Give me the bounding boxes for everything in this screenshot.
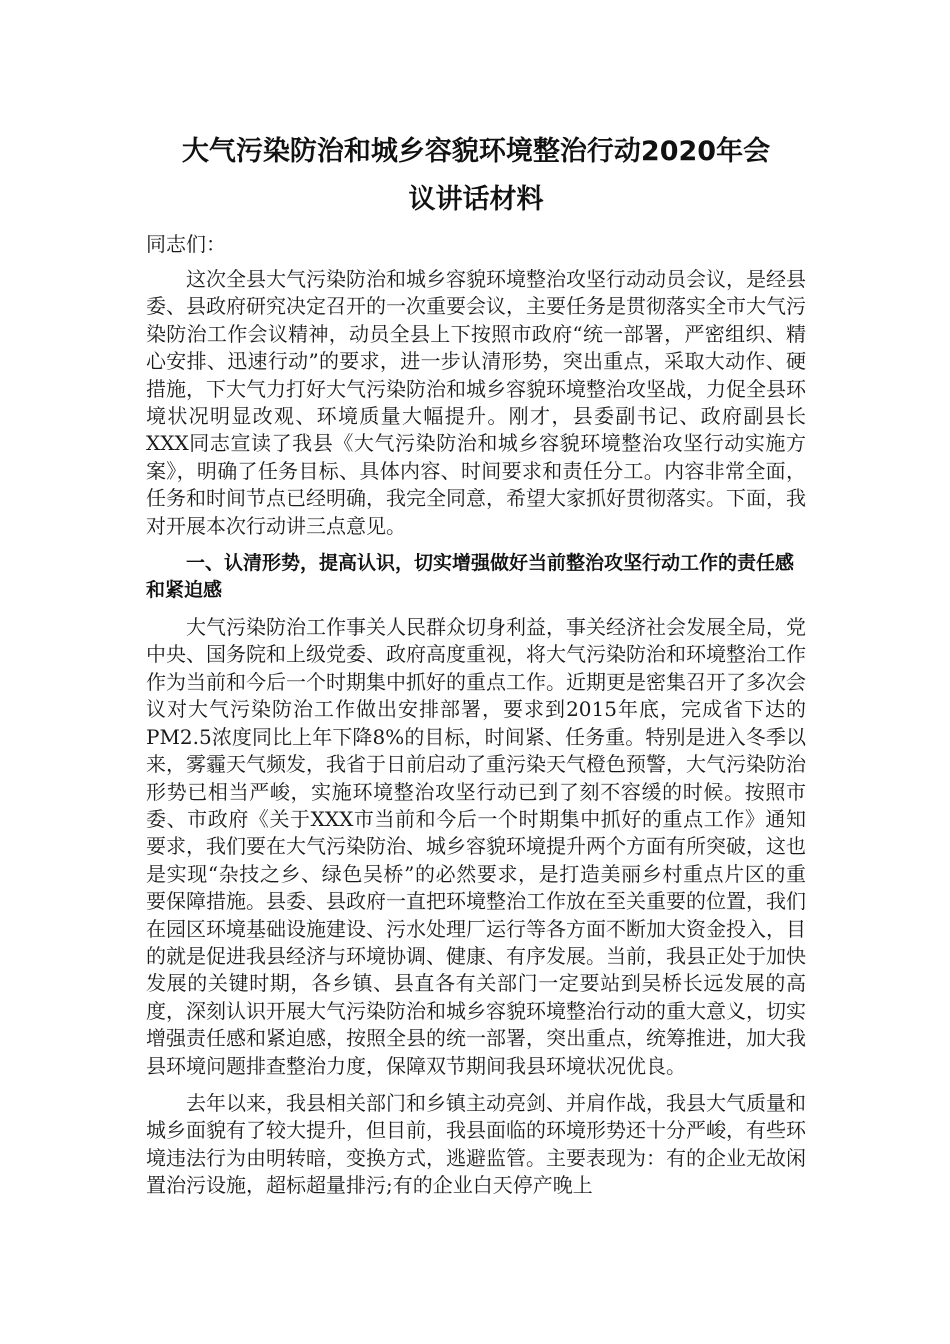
greeting: 同志们： — [146, 232, 226, 256]
title-line-1: 大气污染防治和城乡容貌环境整治行动2020年会 — [181, 136, 771, 167]
section-1-heading: 一、认清形势，提高认识，切实增强做好当前整治攻坚行动工作的责任感和紧迫感 — [146, 552, 795, 602]
title-line-2: 议讲话材料 — [408, 184, 544, 215]
document-title — [146, 128, 806, 224]
section-1-paragraph-2: 去年以来，我县相关部门和乡镇主动亮剑、并肩作战，我县大气质量和城乡面貌有了较大提升，但目前，我县面临的环境形势还十分严峻，有些环境违法行为由明转暗，变换方式，逃避监管。主要表现为：有的企业无故闲置治污设施，超标超量排污;有的企业白天停产晚上 — [146, 1090, 806, 1198]
intro-paragraph: 这次全县大气污染防治和城乡容貌环境整治攻坚行动动员会议，是经县委、县政府研究决定召开的一次重要会议，主要任务是贯彻落实全市大气污染防治工作会议精神，动员全县上下按照市政府“统一部署，严密组织、精心安排、迅速行动”的要求，进一步认清形势，突出重点，采取大动作、硬措施，下大气力打好大气污染防治和城乡容貌环境整治攻坚战，力促全县环境状况明显改观、环境质量大幅提升。刚才，县委副书记、政府副县长XXX同志宣读了我县《大气污染防治和城乡容貌环境整治攻坚行动实施方案》，明确了任务目标、具体内容、时间要求和责任分工。内容非常全面，任务和时间节点已经明确，我完全同意，希望大家抓好贯彻落实。下面，我对开展本次行动讲三点意见。 — [146, 267, 806, 538]
section-1-paragraph-1: 大气污染防治工作事关人民群众切身利益，事关经济社会发展全局，党中央、国务院和上级党委、政府高度重视，将大气污染防治和环境整治工作作为当前和今后一个时期集中抓好的重点工作。近期更是密集召开了多次会议对大气污染防治工作做出安排部署，要求到2015年底，完成省下达的PM2.5浓度同比上年下降8%的目标，时间紧、任务重。特别是进入冬季以来，雾霾天气频发，我省于日前启动了重污染天气橙色预警，大气污染防治形势已相当严峻，实施环境整治攻坚行动已到了刻不容缓的时候。按照市委、市政府《关于XXX市当前和今后一个时期集中抓好的重点工作》通知要求，我们要在大气污染防治、城乡容貌环境提升两个方面有所突破，这也是实现“杂技之乡、绿色吴桥”的必然要求，是打造美丽乡村重点片区的重要保障措施。县委、县政府一直把环境整治工作放在至关重要的位置，我们在园区环境基础设施建设、污水处理厂运行等各方面不断加大资金投入，目的就是促进我县经济与环境协调、健康、有序发展。当前，我县正处于加快发展的关键时期，各乡镇、县直各有关部门一定要站到吴桥长远发展的高度，深刻认识开展大气污染防治和城乡容貌环境整治行动的重大意义，切实增强责任感和紧迫感，按照全县的统一部署，突出重点，统筹推进，加大我县环境问题排查整治力度，保障双节期间我县环境状况优良。 — [146, 615, 806, 1078]
document-page — [146, 128, 806, 1210]
